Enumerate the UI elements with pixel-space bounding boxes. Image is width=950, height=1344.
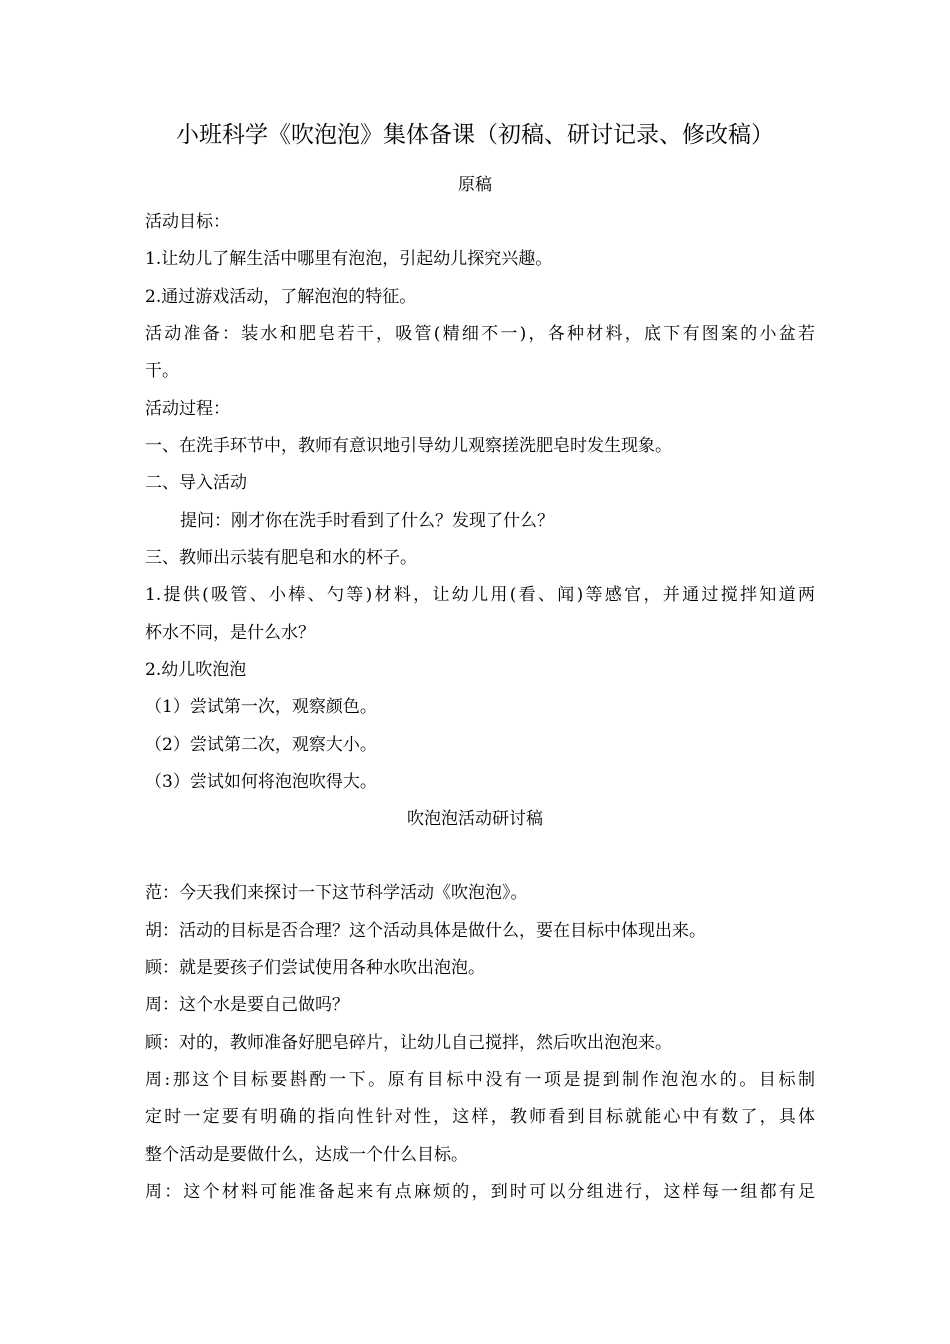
- prep-paragraph-line: 干。: [145, 361, 179, 381]
- discussion-line: 周：这个水是要自己做吗？: [145, 995, 349, 1015]
- goal-item: 2.通过游戏活动，了解泡泡的特征。: [145, 287, 417, 307]
- process-step: 三、教师出示装有肥皂和水的杯子。: [145, 548, 417, 568]
- process-subitem: （3）尝试如何将泡泡吹得大。: [145, 772, 377, 792]
- discussion-line: 顾：就是要孩子们尝试使用各种水吹出泡泡。: [145, 958, 485, 978]
- process-step: 一、在洗手环节中，教师有意识地引导幼儿观察搓洗肥皂时发生现象。: [145, 436, 672, 456]
- discussion-line: 周：这个材料可能准备起来有点麻烦的，到时可以分组进行，这样每一组都有足: [145, 1182, 815, 1202]
- process-subitem: （2）尝试第二次，观察大小。: [145, 735, 377, 755]
- discussion-line: 定时一定要有明确的指向性针对性，这样，教师看到目标就能心中有数了，具体: [145, 1107, 815, 1127]
- goals-label: 活动目标：: [145, 212, 230, 232]
- discussion-line: 周:那这个目标要斟酌一下。原有目标中没有一项是提到制作泡泡水的。目标制: [145, 1070, 815, 1090]
- prep-paragraph-line: 活动准备：装水和肥皂若干，吸管(精细不一)，各种材料，底下有图案的小盆若: [145, 324, 815, 344]
- discussion-line: 整个活动是要做什么，达成一个什么目标。: [145, 1145, 468, 1165]
- process-subitem: （1）尝试第一次，观察颜色。: [145, 697, 377, 717]
- process-question: 提问：刚才你在洗手时看到了什么？发现了什么？: [180, 511, 554, 531]
- process-substep-line: 1.提供(吸管、小棒、勺等)材料，让幼儿用(看、闻)等感官，并通过搅拌知道两: [145, 585, 815, 605]
- draft-heading: 原稿: [458, 175, 492, 195]
- discussion-line: 顾：对的，教师准备好肥皂碎片，让幼儿自己搅拌，然后吹出泡泡来。: [145, 1033, 672, 1053]
- discussion-line: 胡：活动的目标是否合理？这个活动具体是做什么，要在目标中体现出来。: [145, 921, 706, 941]
- process-substep-line: 杯水不同，是什么水？: [145, 623, 315, 643]
- process-step: 二、导入活动: [145, 473, 247, 493]
- discussion-heading: 吹泡泡活动研讨稿: [407, 809, 543, 829]
- goal-item: 1.让幼儿了解生活中哪里有泡泡，引起幼儿探究兴趣。: [145, 249, 553, 269]
- process-substep: 2.幼儿吹泡泡: [145, 660, 247, 680]
- discussion-line: 范：今天我们来探讨一下这节科学活动《吹泡泡》。: [145, 883, 528, 903]
- process-label: 活动过程：: [145, 399, 230, 419]
- document-title: 小班科学《吹泡泡》集体备课（初稿、研讨记录、修改稿）: [176, 122, 774, 148]
